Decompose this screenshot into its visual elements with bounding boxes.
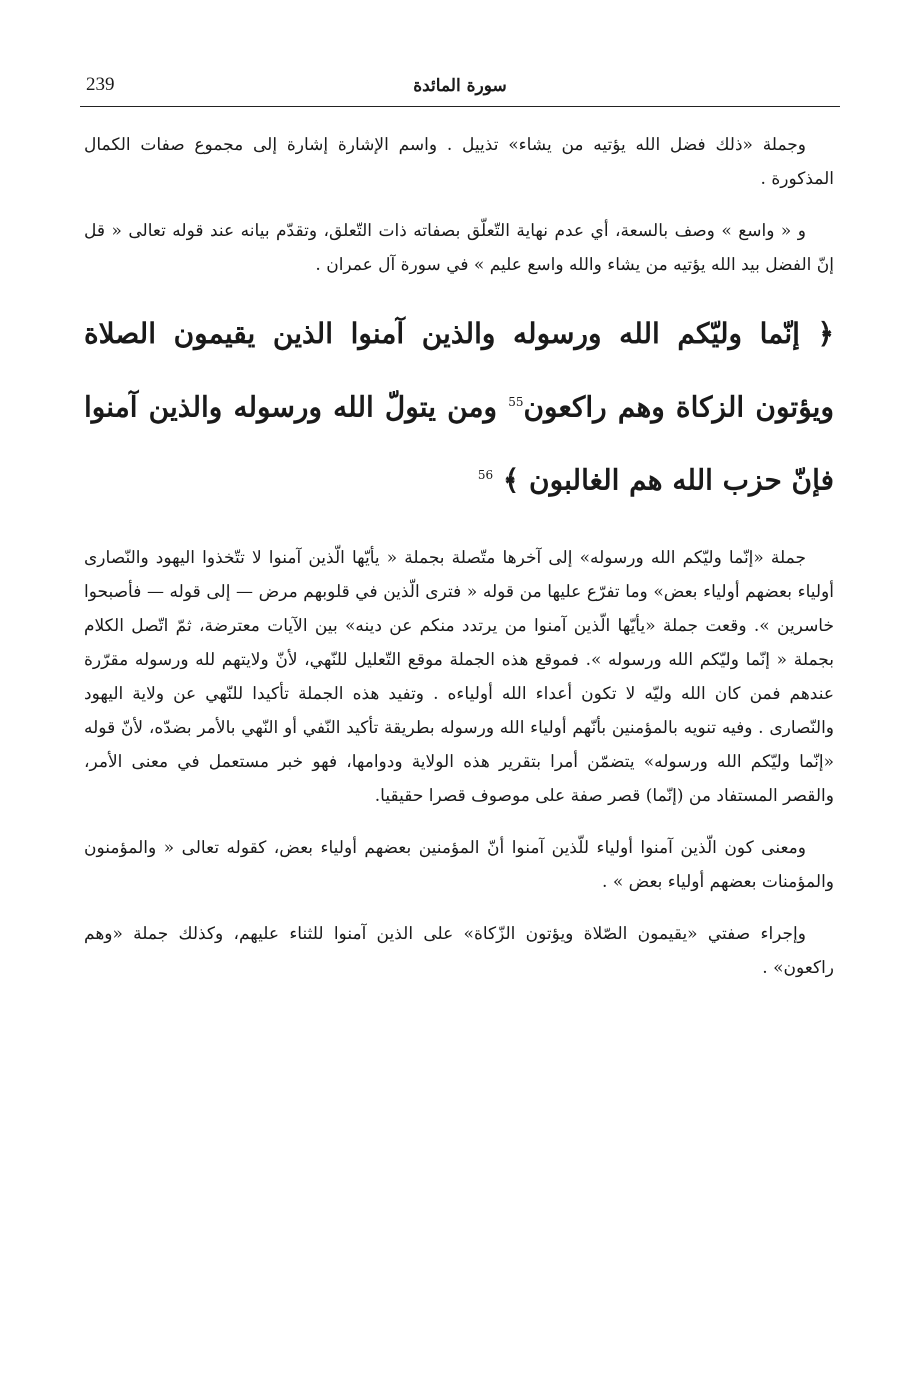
paragraph-2: و « واسع » وصف بالسعة، أي عدم نهاية التّعلّق بصفاته ذات التّعلق، وتقدّم بيانه عند قوله تعالى « قل إنّ الفضل بيد الله يؤتيه من يشاء والله واسع عليم » في سورة آل عمران .	[84, 221, 834, 275]
running-title: سورة المائدة	[413, 76, 507, 96]
header-divider	[80, 106, 840, 107]
paragraph-5: وإجراء صفتي «يقيمون الصّلاة ويؤتون الزّكاة» على الذين آمنوا للثناء عليهم، وكذلك جملة «وهم راكعون» .	[84, 923, 834, 978]
paragraph-3: جملة «إنّما وليّكم الله ورسوله» إلى آخرها متّصلة بجملة « يأيّها الّذين آمنوا لا تتّخذوا اليهود والنّصارى أولياء بعضهم أولياء بعض» وما تفرّع عليها من قوله « فترى الّذين في قلوبهم مرض — إلى قوله — فأصبحوا خاسرين ». وقعت جملة «يأيّها الّذين آمنوا من يرتدد منكم عن دينه» بين الآيات معترضة، ثمّ اتّصل الكلام بجملة « إنّما وليّكم الله ورسوله ». فموقع هذه الجملة موقع التّعليل للنّهي، لأنّ ولايتهم لله ورسوله مقرّرة عندهم فمن كان الله وليّه لا تكون أعداء الله أولياءه . وتفيد هذه الجملة تأكيدا للنّهي عن ولاية اليهود والنّصارى . وفيه تنويه بالمؤمنين بأنّهم أولياء الله ورسوله بطريقة تأكيد النّفي أو النّهي بالأمر بضدّه، لأنّ قوله «إنّما وليّكم الله ورسوله» يتضمّن أمرا بتقرير هذه الولاية ودوامها، فهو خبر مستعمل في معنى الأمر، والقصر المستفاد من (إنّما) قصر صفة على موصوف قصرا حقيقيا.	[84, 547, 834, 806]
verse-text-56: ومن يتولّ الله ورسوله والذين آمنوا فإنّ حزب الله هم الغالبون ﴾	[84, 390, 834, 497]
page-number: 239	[86, 74, 115, 95]
paragraph-1: وجملة «ذلك فضل الله يؤتيه من يشاء» تذييل . واسم الإشارة إشارة إلى مجموع صفات الكمال المذكورة .	[84, 135, 834, 189]
verse-text-55: ﴿ إنّما وليّكم الله ورسوله والذين آمنوا الذين يقيمون الصلاة ويؤتون الزكاة وهم راكعون	[84, 317, 834, 424]
verse-number-56: 56	[477, 468, 494, 483]
verse-number-55: 55	[508, 395, 524, 409]
paragraph-4: ومعنى كون الّذين آمنوا أولياء للّذين آمنوا أنّ المؤمنين بعضهم أولياء بعض، كقوله تعالى « والمؤمنون والمؤمنات بعضهم أولياء بعض » .	[84, 837, 834, 892]
quran-verse	[84, 300, 834, 515]
page-body	[84, 128, 834, 1003]
